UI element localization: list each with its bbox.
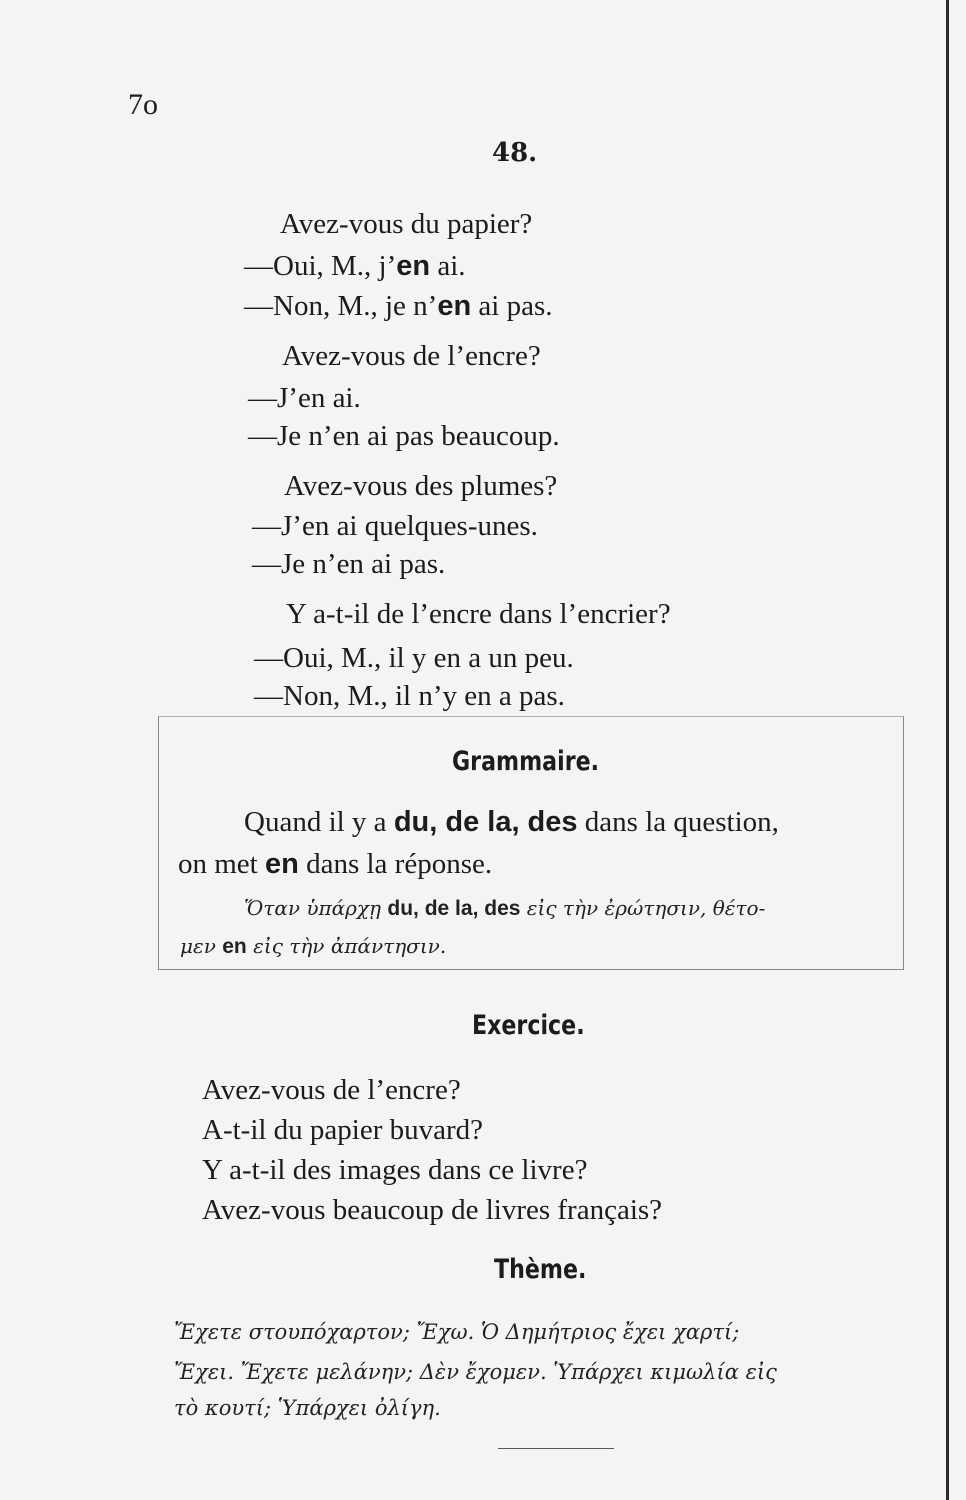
grammaire-heading: Grammaire. — [452, 746, 600, 777]
dialogue-answer-3: —J’en ai. — [248, 382, 361, 414]
text-run: ai pas. — [471, 290, 553, 322]
grammaire-rule-line-2 — [178, 850, 492, 879]
lesson-number: 48. — [492, 138, 538, 168]
text-run: dans la réponse. — [298, 848, 493, 880]
theme-line-3: τὸ κουτί; Ὑπάρχει ὀλίγη. — [174, 1396, 441, 1420]
text-run: —Non, M., je n’ — [244, 290, 438, 322]
exercice-line-2: A-t-il du papier buvard? — [202, 1114, 484, 1146]
dialogue-question-2: Avez-vous de l’encre? — [282, 340, 541, 372]
page-edge — [946, 0, 949, 1500]
text-run: ai. — [430, 250, 466, 282]
dialogue-answer-8: —Non, M., il n’y en a pas. — [254, 680, 565, 712]
exercice-heading: Exercice. — [472, 1010, 585, 1041]
bold-en: en — [396, 250, 431, 282]
text-run: εἰς τὴν ἀπάντησιν. — [246, 934, 447, 958]
dialogue-answer-1 — [244, 252, 466, 281]
dialogue-question-3: Avez-vous des plumes? — [284, 470, 558, 502]
page-number: 7o — [128, 88, 158, 121]
exercice-line-4: Avez-vous beaucoup de livres français? — [202, 1194, 663, 1226]
dialogue-answer-6: —Je n’en ai pas. — [252, 548, 446, 580]
text-run: εἰς τὴν ἐρώτησιν, θέτο- — [520, 896, 766, 920]
bold-articles: du, de la, des — [387, 897, 521, 920]
theme-line-2: Ἔχει. Ἔχετε μελάνην; Δὲν ἔχομεν. Ὑπάρχει κιμωλία εἰς — [174, 1360, 777, 1384]
dialogue-answer-4: —Je n’en ai pas beaucoup. — [248, 420, 560, 452]
closing-rule — [498, 1448, 614, 1449]
theme-heading: Thème. — [494, 1254, 587, 1285]
exercice-line-1: Avez-vous de l’encre? — [202, 1074, 461, 1106]
dialogue-answer-7: —Oui, M., il y en a un peu. — [254, 642, 574, 674]
dialogue-question-4: Y a-t-il de l’encre dans l’encrier? — [286, 598, 671, 630]
text-run: —Oui, M., j’ — [244, 250, 397, 282]
exercice-line-3: Y a-t-il des images dans ce livre? — [202, 1154, 588, 1186]
grammaire-greek-line-1 — [244, 896, 765, 921]
dialogue-answer-2 — [244, 292, 553, 321]
text-run: dans la question, — [577, 806, 779, 838]
text-run: on met — [178, 848, 265, 880]
bold-articles: du, de la, des — [393, 806, 578, 838]
dialogue-answer-5: —J’en ai quelques-unes. — [252, 510, 538, 542]
text-run: μεν — [180, 934, 223, 958]
text-run: Ὅταν ὑπάρχῃ — [244, 896, 388, 920]
bold-en: en — [265, 848, 299, 880]
dialogue-question-1: Avez-vous du papier? — [280, 208, 533, 240]
theme-line-1: Ἔχετε στουπόχαρτον; Ἔχω. Ὁ Δημήτριος ἔχει χαρτί; — [174, 1320, 740, 1344]
bold-en: en — [437, 290, 472, 322]
bold-en: en — [222, 935, 247, 958]
text-run: Quand il y a — [244, 806, 394, 838]
grammaire-rule-line-1 — [244, 808, 779, 837]
grammaire-greek-line-2 — [180, 934, 446, 959]
